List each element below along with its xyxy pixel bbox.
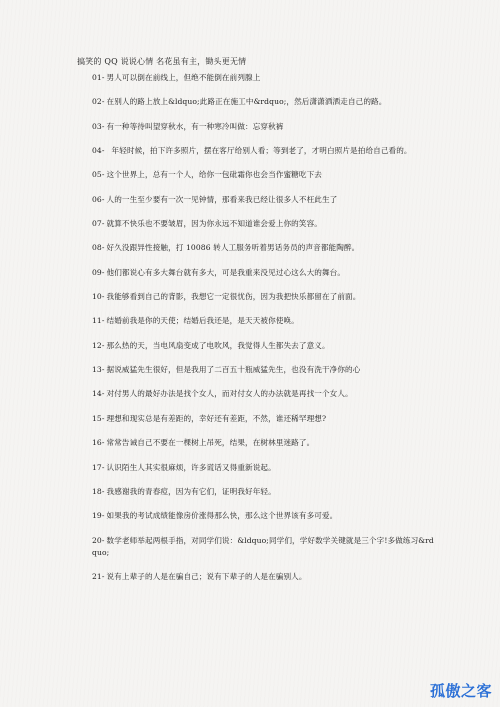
item-number: 02- <box>92 97 105 107</box>
item-number: 09- <box>92 267 105 277</box>
item-text: 男人可以倒在前线上，但绝不能倒在前列腺上 <box>106 73 261 82</box>
item-text: 理想和现实总是有差距的，幸好还有差距，不然，谁还稀罕理想? <box>106 413 327 423</box>
item-text: 那么热的天，当电风扇变成了电吹风，我觉得人生都失去了意义。 <box>106 340 330 350</box>
list-item <box>77 218 437 230</box>
item-number: 21- <box>92 571 105 581</box>
list-item <box>77 571 437 583</box>
item-text: 人的一生至少要有一次一见钟情，那看来我已经让很多人不枉此生了 <box>106 194 338 204</box>
item-number: 19- <box>92 511 105 521</box>
item-number: 10- <box>92 292 105 302</box>
item-text: 认识陌生人其实很麻烦，许多谎话又得重新说起。 <box>106 462 276 472</box>
list-item <box>77 413 437 425</box>
list-item <box>77 145 437 157</box>
item-text: 在别人的路上放上&ldquo;此路正在施工中&rdquo;，然后潇潇洒洒走自己的路。 <box>106 97 387 107</box>
item-number: 13- <box>92 365 105 375</box>
list-item <box>77 291 437 303</box>
item-text: 这个世界上，总有一个人，给你一包砒霜你也会当作蜜糖吃下去 <box>106 170 322 180</box>
item-number: 01- <box>92 73 105 82</box>
list-item <box>77 437 437 449</box>
list-item <box>77 121 437 133</box>
list-item <box>77 535 437 559</box>
item-number: 15- <box>92 413 105 423</box>
list-item <box>77 462 437 474</box>
item-number: 04- <box>92 146 105 156</box>
item-number: 17- <box>92 462 105 472</box>
item-text: 结婚前我是你的天使；结婚后我还是，是天天被你使唤。 <box>106 316 299 326</box>
item-text: 有一种等待叫望穿秋水，有一种寒冷叫做：忘穿秋裤 <box>106 121 284 131</box>
item-number: 20- <box>92 535 105 545</box>
list-item <box>77 486 437 498</box>
list-item <box>77 242 437 254</box>
item-text: 年轻时候，拍下许多照片，摆在客厅给别人看；等到老了，才明白照片是拍给自己看的。 <box>106 146 412 156</box>
item-number: 06- <box>92 194 105 204</box>
list-item <box>77 96 437 108</box>
list-item <box>77 388 437 400</box>
item-number: 16- <box>92 438 105 448</box>
item-text: 我能够看到自己的背影，我想它一定很忧伤，因为我把快乐都留在了前面。 <box>106 292 361 302</box>
item-number: 18- <box>92 486 105 496</box>
item-list <box>77 72 437 595</box>
item-number: 05- <box>92 170 105 180</box>
item-text: 说有上辈子的人是在骗自己；说有下辈子的人是在骗别人。 <box>106 571 307 581</box>
list-item <box>77 315 437 327</box>
item-number: 08- <box>92 243 105 253</box>
item-text: 如果我的考试成绩能像房价涨得那么快，那么这个世界该有多可爱。 <box>106 511 338 521</box>
item-text: 他们都说心有多大舞台就有多大，可是我重来没见过心这么大的舞台。 <box>106 267 346 277</box>
item-number: 14- <box>92 389 105 399</box>
list-item <box>77 169 437 181</box>
document-title: 搞笑的 QQ 说说心情 名花虽有主，锄头更无情 <box>77 57 247 66</box>
item-number: 03- <box>92 121 105 131</box>
item-text: 对付男人的最好办法是找个女人，而对付女人的办法就是再找一个女人。 <box>106 389 353 399</box>
item-text: 我感谢我的青春痘，因为有它们，证明我好年轻。 <box>106 486 276 496</box>
item-text: 数学老师举起两根手指，对同学们说：&ldquo;同学们，学好数学关键就是三个字!多做练习&rdquo; <box>92 535 434 557</box>
list-item <box>77 364 437 376</box>
site-watermark-logo: 孤傲之客 <box>429 682 492 700</box>
list-item <box>77 72 437 84</box>
item-number: 07- <box>92 219 105 229</box>
list-item <box>77 510 437 522</box>
list-item <box>77 194 437 206</box>
item-text: 就算不快乐也不要皱眉，因为你永远不知道谁会爱上你的笑容。 <box>106 219 322 229</box>
item-text: 好久没跟异性接触，打 10086 转人工服务听着男话务员的声音都能陶醉。 <box>106 243 360 253</box>
list-item <box>77 267 437 279</box>
list-item <box>77 340 437 352</box>
item-number: 12- <box>92 340 105 350</box>
item-number: 11- <box>92 316 105 326</box>
item-text: 常常告诫自己不要在一棵树上吊死，结果，在树林里迷路了。 <box>106 438 315 448</box>
item-text: 据说威猛先生很好，但是我用了二百五十瓶威猛先生，也没有洗干净你的心 <box>106 365 361 375</box>
